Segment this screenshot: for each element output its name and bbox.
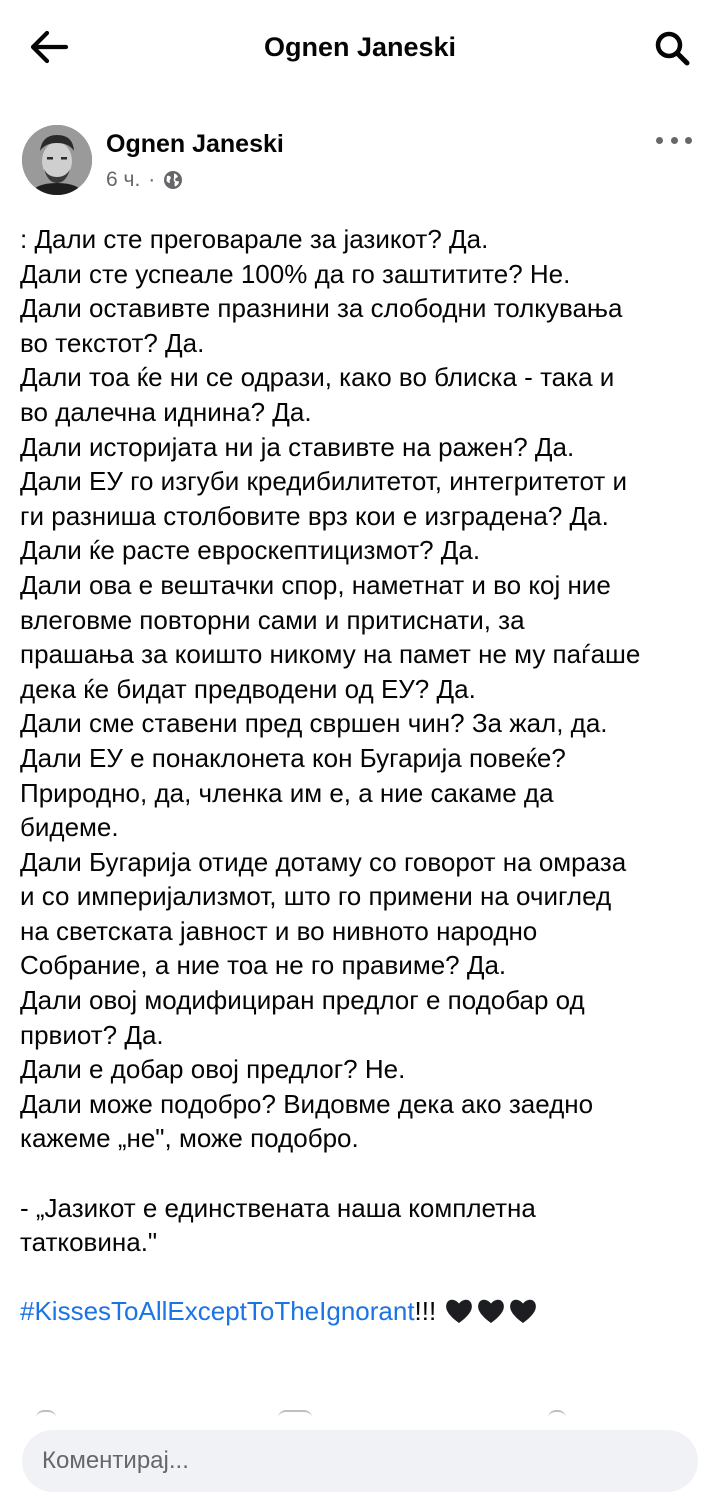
avatar[interactable] [22,125,92,195]
top-bar [0,0,720,96]
post-line: Дали сме ставени пред свршен чин? За жал, да. [20,708,608,739]
post-line: Дали тоа ќе ни се одрази, како во блиска - така и [20,362,615,393]
post-line: Дали овој модифициран предлог е подобар од [20,985,585,1016]
more-options-button[interactable] [656,130,692,150]
blank-line [20,1260,710,1295]
post-line: Собрание, а ние тоа не го правиме? Да. [20,950,507,981]
hashtag-link[interactable]: #KissesToAllExceptToTheIgnorant [20,1296,415,1327]
post-line: Дали оставивте празнини за слободни толкувања [20,293,623,324]
black-heart-icon [444,1296,474,1326]
search-button[interactable] [650,26,694,70]
blank-line [20,1156,710,1191]
post-line: Дали ЕУ е понаклонета кон Бугарија повеќе? [20,742,566,773]
post-header [0,120,720,200]
post-line: Природно, да, членка им е, а ние сакаме да [20,777,554,808]
black-heart-icon [508,1296,538,1326]
post-line: Дали Бугарија отиде дотаму со говорот на омраза [20,846,627,877]
post-line: Дали е добар овој предлог? Не. [20,1054,406,1085]
post-line: кажеме „не", може подобро. [20,1123,359,1154]
black-heart-icon [476,1296,506,1326]
post-meta [106,168,183,192]
post-line: и со империјализмот, што го примени на очиглед [20,881,612,912]
post-line: прашања за коишто никому на памет не му паѓаше [20,639,641,670]
post-line: во далечна иднина? Да. [20,396,312,427]
hashtag-line [20,1294,710,1329]
post-line: ги разниша столбовите врз кои е изградена? Да. [20,500,609,531]
quote-line: - „Јазикот е единствената наша комплетна [20,1192,536,1223]
post-line: на светската јавност и во нивното народно [20,915,538,946]
quote-line: татковина." [20,1227,158,1258]
globe-icon [163,170,183,190]
search-icon [653,29,691,67]
meta-separator: · [148,168,156,191]
comment-bar [0,1416,720,1505]
post-line: Дали може подобро? Видовме дека ако заедно [20,1088,594,1119]
page-title: Ognen Janeski [263,32,457,62]
post-text [20,222,710,1329]
post-line: Дали историјата ни ја ставивте на ражен? Да. [20,431,575,462]
post-line: Дали ЕУ го изгуби кредибилитетот, интегритетот и [20,466,628,497]
more-dot [671,137,678,144]
hashtag-suffix: !!! [414,1296,437,1327]
more-dot [685,137,692,144]
hearts [444,1296,538,1326]
post-line: Дали ова е вештачки спор, наметнат и во кој ние [20,569,611,600]
post-line: : Дали сте преговарале за јазикот? Да. [20,224,489,254]
post-line: во текстот? Да. [20,327,205,358]
post-time[interactable]: 6 ч. [106,168,141,191]
profile-photo [22,125,92,195]
post-lines [20,222,710,1156]
post-line: Дали ќе расте евроскептицизмот? Да. [20,535,481,566]
post-quote [20,1191,710,1260]
post-line: бидеме. [20,812,119,843]
post-line: првиот? Да. [20,1019,164,1050]
post-line: Дали сте успеале 100% да го заштитите? Не. [20,258,571,289]
comment-input[interactable] [22,1430,698,1492]
post-line: дека ќе бидат предводени од ЕУ? Да. [20,673,476,704]
more-dot [656,137,663,144]
author-name[interactable]: Ognen Janeski [106,130,284,158]
post-line: влеговме повторни сами и притиснати, за [20,604,525,635]
